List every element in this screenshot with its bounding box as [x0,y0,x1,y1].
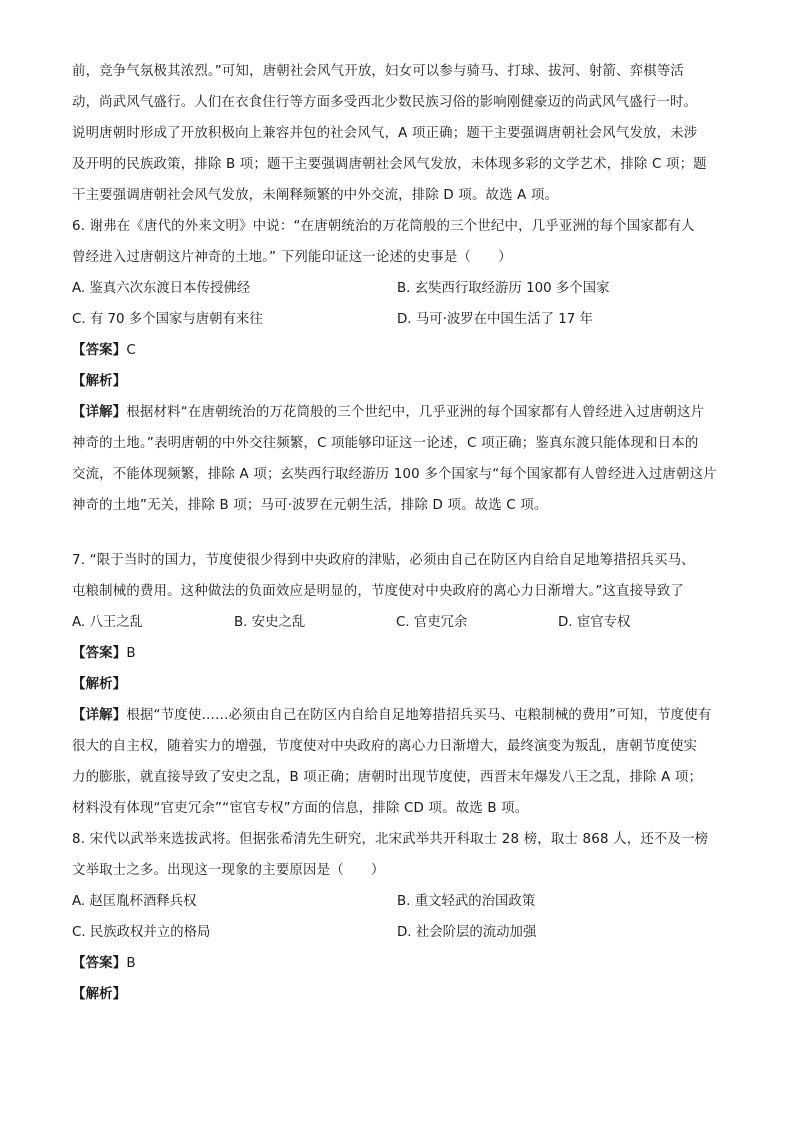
detail-line: 神奇的土地”无关，排除 B 项；马可·波罗在元朝生活，排除 D 项。故选 C 项。 [72,498,548,513]
detail-line [72,706,724,726]
question-stem: 8. 宋代以武举来选拔武将。但据张希清先生研究，北宋武举共开科取士 28 榜，取士 868 人，还不及一榜 [72,832,709,847]
option-row [72,892,724,912]
option-row [72,279,724,299]
option-row [72,613,724,633]
detail-line: 很大的自主权，随着实力的增强，节度使对中央政府的离心力日渐增大，最终演变为叛乱，唐朝节度使实 [72,739,698,754]
answer-line [72,341,724,361]
text-line: 动，尚武风气盛行。人们在衣食住行等方面多受西北少数民族习俗的影响刚健豪迈的尚武风气盛行一时。 [72,95,698,110]
option-c: C. 民族政权并立的格局 [72,925,211,940]
option-d: D. 宦官专权 [558,615,631,630]
option-d: D. 社会阶层的流动加强 [397,925,537,940]
section-gap [72,527,724,551]
option-b: B. 玄奘西行取经游历 100 多个国家 [397,281,610,296]
option-row [72,310,724,330]
detail-text: 根据材料“在唐朝统治的万花筒般的三个世纪中，几乎亚洲的每个国家都有人曾经进入过唐朝这片 [126,405,705,420]
option-b: B. 安史之乱 [234,615,306,630]
question-7 [72,551,724,819]
analysis-line [72,985,724,1005]
answer-value: C [126,343,136,358]
option-a: A. 八王之乱 [72,615,143,630]
option-row [72,923,724,943]
analysis-line [72,675,724,695]
answer-line [72,644,724,664]
question-8 [72,830,724,1005]
option-c: C. 官吏冗余 [396,615,468,630]
detail-line [72,403,724,423]
question-stem: 曾经进入过唐朝这片神奇的土地。” 下列能印证这一论述的史事是（ ） [72,250,512,265]
option-b: B. 重文轻武的治国政策 [397,894,536,909]
text-line: 说明唐朝时形成了开放积极向上兼容并包的社会风气，A 项正确；题干主要强调唐朝社会风气发放，未涉 [72,126,698,141]
detail-text: 根据“节度使……必须由自己在防区内自给自足地筹措招兵买马、屯粮制械的费用”可知，节度使有 [126,708,712,723]
answer-line [72,954,724,974]
option-c: C. 有 70 多个国家与唐朝有来往 [72,312,263,327]
detail-line: 材料没有体现“官吏冗余”“宦官专权”方面的信息，排除 CD 项。故选 B 项。 [72,801,529,816]
detail-label: 【详解】 [72,708,127,723]
text-line: 前，竞争气氛极其浓烈。”可知，唐朝社会风气开放，妇女可以参与骑马、打球、拔河、射箭、弈棋等活 [72,64,685,79]
analysis-line [72,372,724,392]
detail-line: 力的膨胀，就直接导致了安史之乱，B 项正确；唐朝时出现节度使，西晋末年爆发八王之乱，排除 A 项； [72,770,703,785]
answer-label: 【答案】 [72,646,127,661]
detail-label: 【详解】 [72,405,127,420]
question-6 [72,217,724,516]
text-line: 及开明的民族政策，排除 B 项；题干主要强调唐朝社会风气发放，未体现多彩的文学艺术，排除 C 项；题 [72,157,707,172]
text-line: 干主要强调唐朝社会风气发放，未阐释频繁的中外交流，排除 D 项。故选 A 项。 [72,188,559,203]
question-stem: 文举取士之多。出现这一现象的主要原因是（ ） [72,863,385,878]
document-page [72,62,724,1016]
question-stem: 6. 谢弗在《唐代的外来文明》中说：“在唐朝统治的万花筒般的三个世纪中，几乎亚洲的每个国家都有人 [72,219,695,234]
q5-analysis-continued [72,62,724,206]
option-a: A. 鉴真六次东渡日本传授佛经 [72,281,251,296]
analysis-label: 【解析】 [72,677,127,692]
answer-value: B [126,956,136,971]
analysis-label: 【解析】 [72,987,127,1002]
detail-line: 神奇的土地。”表明唐朝的中外交往频繁，C 项能够印证这一论述，C 项正确；鉴真东渡只能体现和日本的 [72,436,699,451]
answer-label: 【答案】 [72,343,127,358]
question-stem: 屯粮制械的费用。这种做法的负面效应是明显的，节度使对中央政府的离心力日渐增大。”这直接导致了 [72,584,685,599]
detail-line: 交流，不能体现频繁，排除 A 项；玄奘西行取经游历 100 多个国家与“每个国家都有人曾经进入过唐朝这片 [72,467,717,482]
answer-label: 【答案】 [72,956,127,971]
analysis-label: 【解析】 [72,374,127,389]
answer-value: B [126,646,136,661]
option-d: D. 马可·波罗在中国生活了 17 年 [397,312,593,327]
question-stem: 7. “限于当时的国力，节度使很少得到中央政府的津贴，必须由自己在防区内自给自足地筹措招兵买马、 [72,553,695,568]
option-a: A. 赵匡胤杯酒释兵权 [72,894,197,909]
